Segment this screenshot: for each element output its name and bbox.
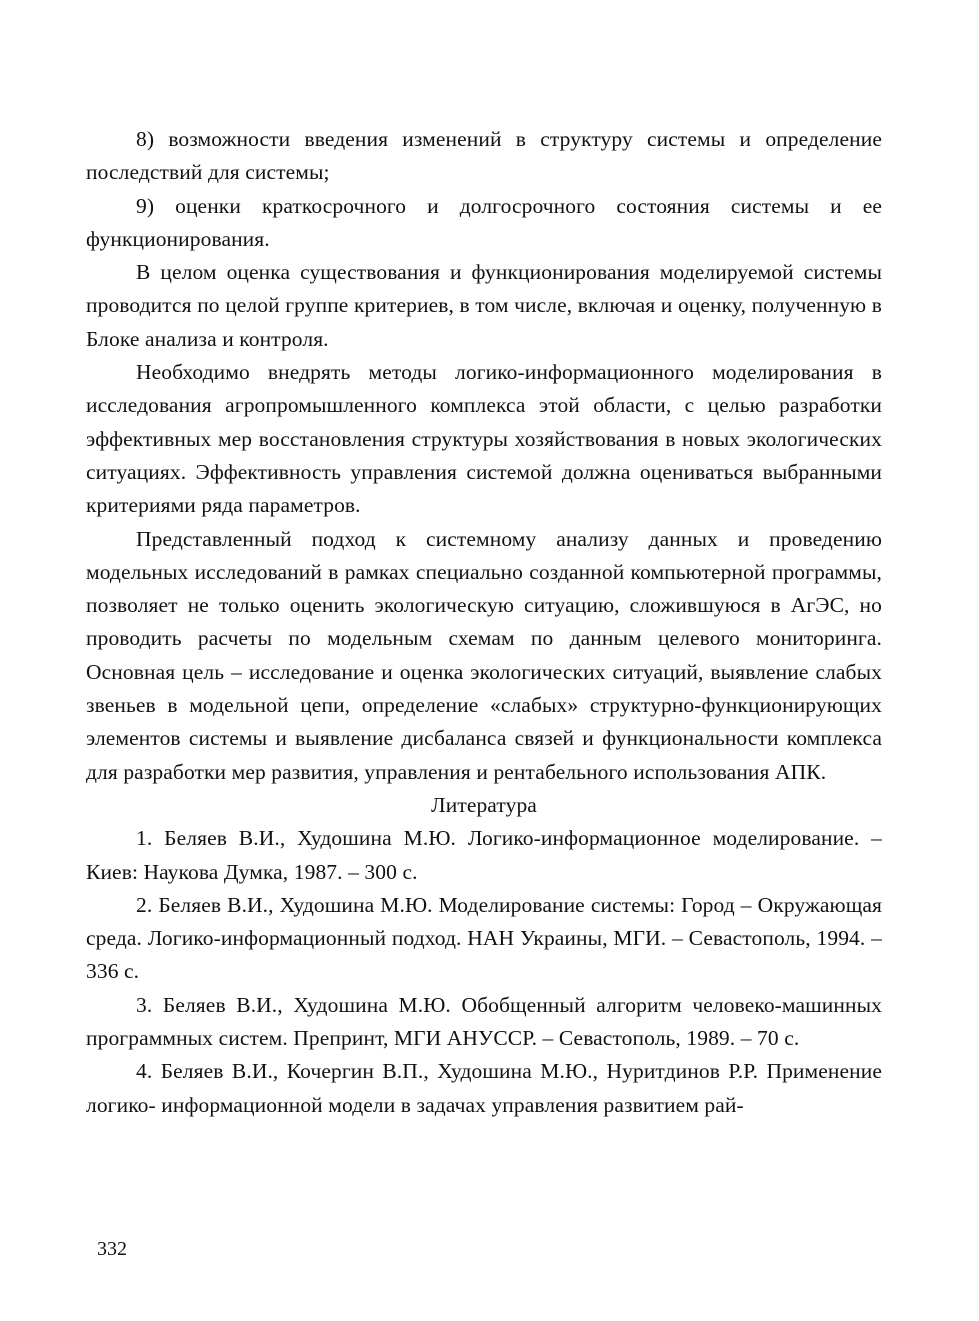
reference-4: 4. Беляев В.И., Кочергин В.П., Худошина М.Ю., Нуритдинов Р.Р. Применение логико- информационной модели в задачах управления развитием рай-: [86, 1059, 882, 1117]
page-number: 332: [97, 1238, 127, 1260]
reference-2: 2. Беляев В.И., Худошина М.Ю. Моделирование системы: Город – Окружающая среда. Логико-информационный подход. НАН Украины, МГИ. – Севастополь, 1994. – 336 с.: [86, 892, 882, 984]
paragraph-assessment: В целом оценка существования и функционирования моделируемой системы проводится по целой группе критериев, в том числе, включая и оценку, полученную в Блоке анализа и контроля.: [86, 260, 882, 351]
page-body: [86, 123, 882, 1122]
reference-3: 3. Беляев В.И., Худошина М.Ю. Обобщенный алгоритм человеко-машинных программных систем. Препринт, МГИ АНУССР. – Севастополь, 1989. – 70 с.: [86, 992, 882, 1051]
reference-1: 1. Беляев В.И., Худошина М.Ю. Логико-информационное моделирование. – Киев: Наукова Думка, 1987. – 300 с.: [86, 826, 882, 884]
paragraph-approach: Представленный подход к системному анализу данных и проведению модельных исследований в рамках специально созданной компьютерной программы, позволяет не только оценить экологическую ситуацию, сложившуюся в АгЭС, но проводить расчеты по модельным схемам по данным целевого мониторинга. Основная цель – исследование и оценка экологических ситуаций, выявление слабых звеньев в модельной цепи, определение «слабых» структурно-функционирующих элементов системы и выявление дисбаланса связей и функциональности комплекса для разработки мер развития, управления и рентабельного использования АПК.: [86, 526, 882, 784]
paragraph-item-8: 8) возможности введения изменений в структуру системы и определение последствий для системы;: [86, 127, 882, 185]
paragraph-methods: Необходимо внедрять методы логико-информационного моделирования в исследования агропромышленного комплекса этой области, с целью разработки эффективных мер восстановления структуры хозяйствования в новых экологических ситуациях. Эффективность управления системой должна оцениваться выбранными критериями ряда параметров.: [86, 360, 882, 518]
paragraph-item-9: 9) оценки краткосрочного и долгосрочного состояния системы и ее функционирования.: [86, 193, 882, 251]
literature-heading: Литература: [431, 792, 537, 817]
